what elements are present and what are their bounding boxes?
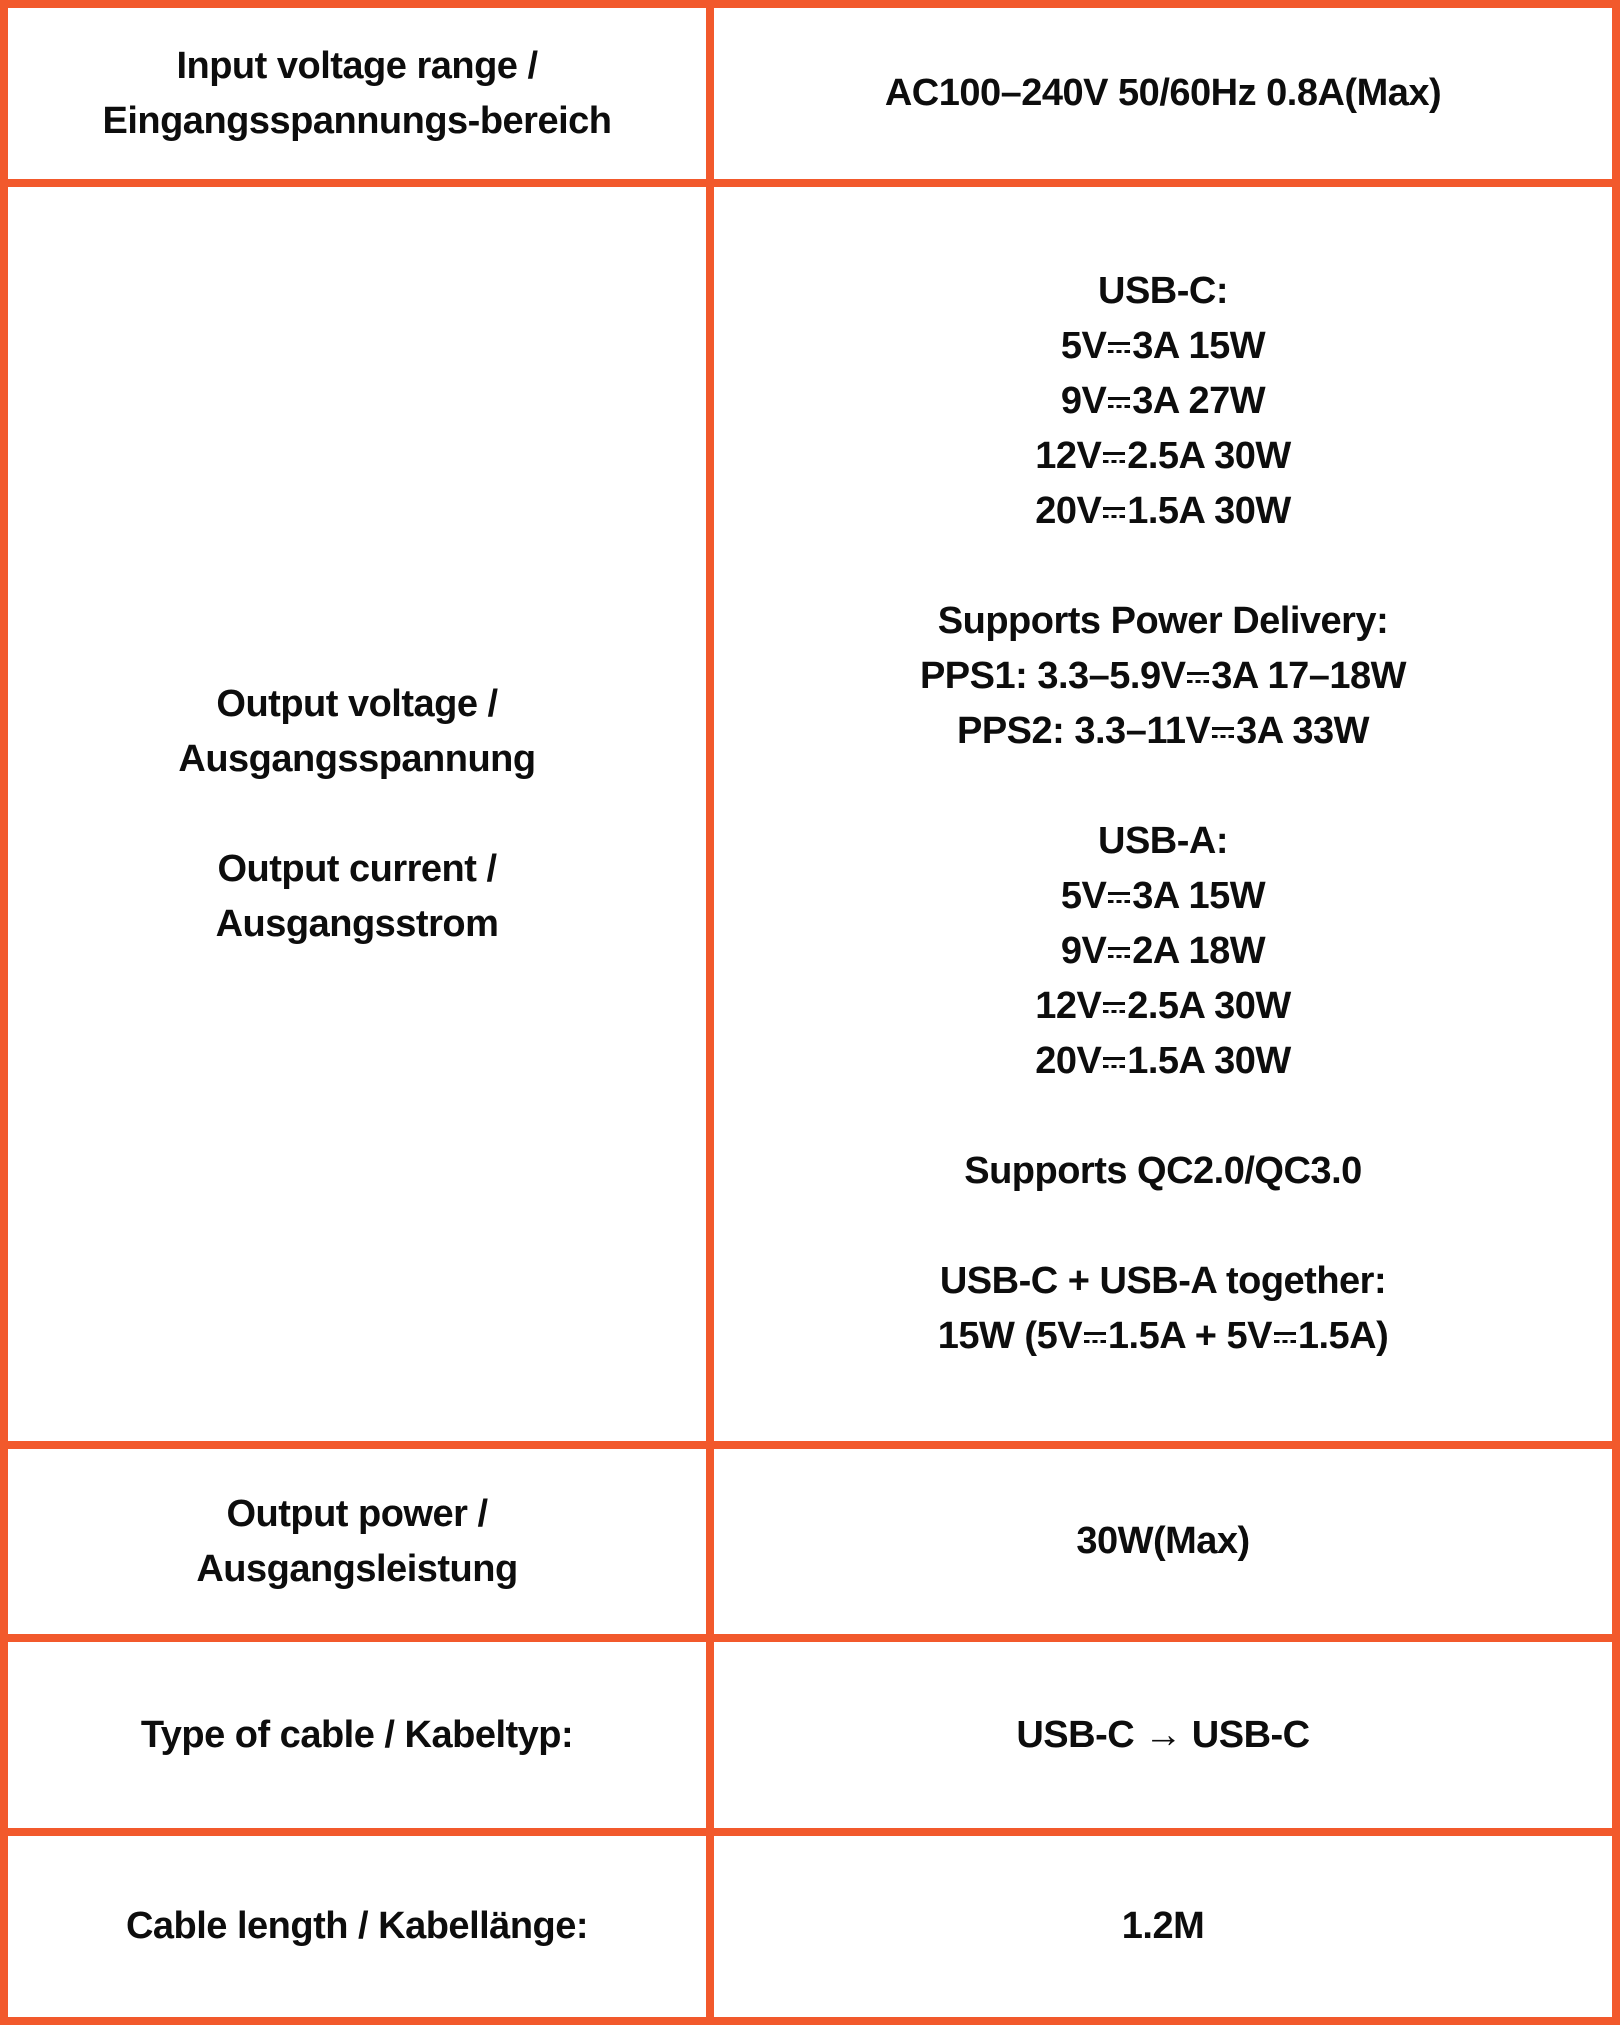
dc-symbol (1084, 1332, 1106, 1343)
text-line: PPS2: 3.3–11V 3A 33W (956, 710, 1370, 752)
text-line: 9V 3A 27W (1060, 380, 1266, 422)
dc-symbol (1212, 727, 1234, 738)
text-line: USB-C + USB-A together: (939, 1260, 1387, 1302)
text-line: USB-C: (1098, 270, 1228, 312)
dc-symbol (1108, 397, 1130, 408)
output-voltage-current-value (714, 187, 1612, 1441)
cable-length-label (8, 1836, 706, 2017)
dc-symbol (1103, 1057, 1125, 1068)
text-line: Ausgangsleistung (196, 1547, 518, 1590)
text-line: Ausgangsstrom (215, 902, 499, 945)
text-line: Supports QC2.0/QC3.0 (964, 1150, 1362, 1192)
text-line: Input voltage range / (176, 44, 538, 87)
text-line: 20V 1.5A 30W (1035, 490, 1291, 532)
dc-symbol (1274, 1332, 1296, 1343)
output-power-value (714, 1449, 1612, 1634)
text-line: USB-A: (1098, 820, 1228, 862)
text-line: 12V 2.5A 30W (1035, 435, 1291, 477)
text-line: Type of cable / Kabeltyp: (140, 1713, 574, 1756)
input-voltage-value (714, 8, 1612, 179)
text-line: Output power / (226, 1492, 488, 1535)
text-line: Ausgangsspannung (178, 737, 536, 780)
cable-type-label (8, 1642, 706, 1828)
text-line: 1.2M (1121, 1905, 1205, 1947)
text-line (1158, 1199, 1168, 1254)
dc-symbol (1187, 672, 1209, 683)
text-line: 15W (5V 1.5A + 5V 1.5A) (937, 1315, 1389, 1357)
text-line (352, 787, 362, 842)
text-line: 5V 3A 15W (1060, 875, 1266, 917)
text-line: Eingangsspannungs-bereich (102, 99, 612, 142)
text-line (1158, 539, 1168, 594)
text-line: Output current / (217, 847, 497, 890)
output-voltage-current-label (8, 187, 706, 1441)
text-line: Cable length / Kabellänge: (125, 1905, 589, 1947)
text-line: Supports Power Delivery: (937, 600, 1389, 642)
dc-symbol (1103, 452, 1125, 463)
cable-length-value (714, 1836, 1612, 2017)
dc-symbol (1103, 507, 1125, 518)
text-line: Output voltage / (216, 682, 498, 725)
text-line: PPS1: 3.3–5.9V 3A 17–18W (919, 655, 1407, 697)
text-line: 9V 2A 18W (1060, 930, 1266, 972)
dc-symbol (1108, 342, 1130, 353)
dc-symbol (1108, 947, 1130, 958)
dc-symbol (1108, 892, 1130, 903)
text-line: 30W(Max) (1076, 1520, 1250, 1562)
dc-symbol (1103, 1002, 1125, 1013)
text-line: 12V 2.5A 30W (1035, 985, 1291, 1027)
text-line (1158, 1089, 1168, 1144)
text-line: AC100–240V 50/60Hz 0.8A(Max) (884, 72, 1442, 114)
text-line: 5V 3A 15W (1060, 325, 1266, 367)
cable-type-value (714, 1642, 1612, 1828)
text-line (1158, 759, 1168, 814)
input-voltage-label (8, 8, 706, 179)
text-line: USB-C → USB-C (1016, 1713, 1310, 1756)
text-line: 20V 1.5A 30W (1035, 1040, 1291, 1082)
output-power-label (8, 1449, 706, 1634)
